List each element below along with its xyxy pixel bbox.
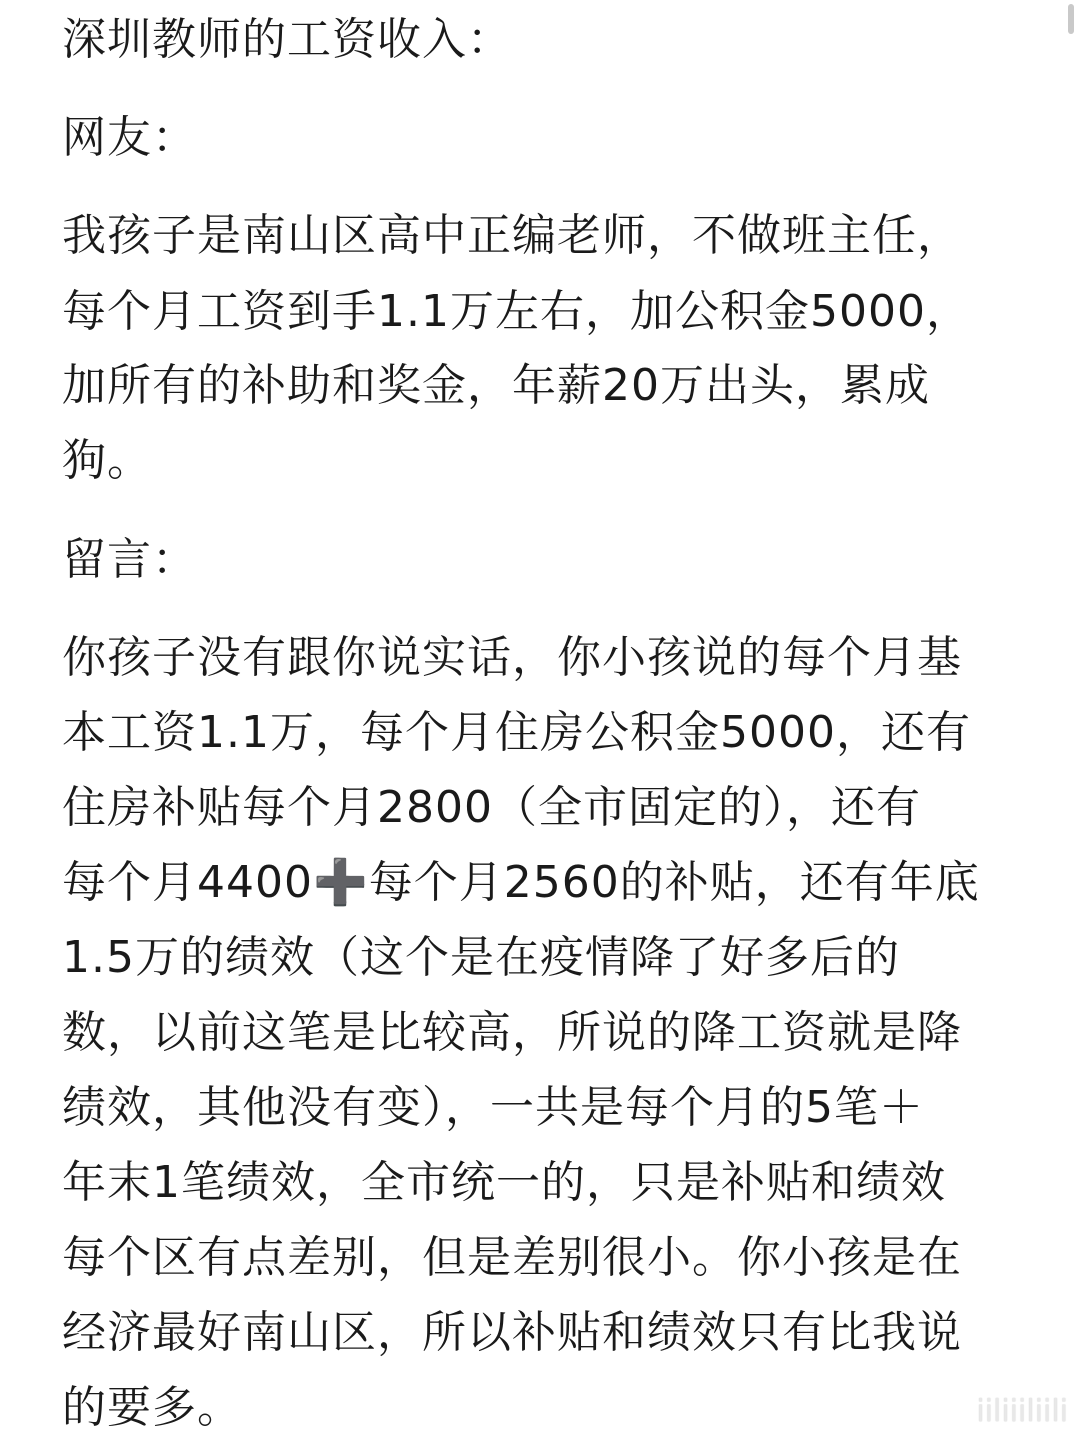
netizen-text-line: 我孩子是南山区高中正编老师，不做班主任，	[62, 210, 962, 261]
comment-text-line: 的要多。	[62, 1382, 242, 1433]
article-heading: 深圳教师的工资收入：	[62, 14, 512, 65]
watermark: iiliiiliili	[976, 1394, 1068, 1429]
comment-text-line: 数，以前这笔是比较高，所说的降工资就是降	[62, 1007, 962, 1058]
comment-text-line: 年末1笔绩效，全市统一的，只是补贴和绩效	[62, 1157, 946, 1208]
comment-text-line: 经济最好南山区，所以补贴和绩效只有比我说	[62, 1307, 962, 1358]
comment-text-line: 你孩子没有跟你说实话，你小孩说的每个月基	[62, 632, 962, 683]
netizen-label: 网友：	[62, 112, 197, 163]
comment-text-line: 每个区有点差别，但是差别很小。你小孩是在	[62, 1232, 962, 1283]
comment-label: 留言：	[62, 534, 197, 585]
comment-text-line: 住房补贴每个月2800（全市固定的），还有	[62, 782, 921, 833]
scrollbar[interactable]	[1068, 4, 1074, 34]
comment-text-line: 本工资1.1万，每个月住房公积金5000，还有	[62, 707, 971, 758]
netizen-text-line: 每个月工资到手1.1万左右，加公积金5000，	[62, 286, 971, 337]
comment-text-line: 1.5万的绩效（这个是在疫情降了好多后的	[62, 932, 900, 983]
netizen-text-line: 狗。	[62, 435, 152, 486]
comment-text-line: 每个月4400➕每个月2560的补贴，还有年底	[62, 857, 980, 908]
netizen-text-line: 加所有的补助和奖金，年薪20万出头，累成	[62, 360, 930, 411]
comment-text-line: 绩效，其他没有变），一共是每个月的5笔＋	[62, 1082, 924, 1133]
